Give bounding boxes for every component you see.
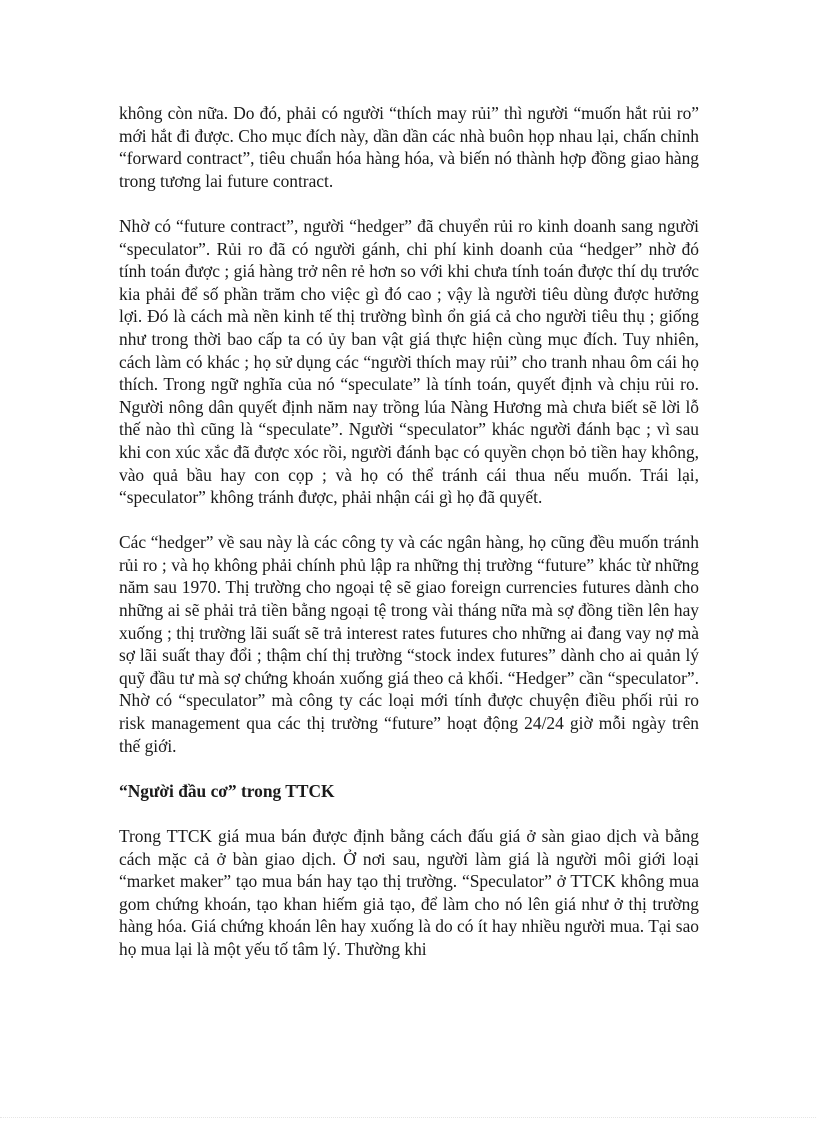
paragraph-forward-contract: không còn nữa. Do đó, phải có người “thích may rủi” thì người “muốn hắt rủi ro” mới hắt đi được. Cho mục đích này, dần dần các nhà buôn họp nhau lại, chấn chỉnh “forward contract”, tiêu chuẩn hóa hàng hóa, và biến nó thành hợp đồng giao hàng trong tương lai future contract. xyxy=(119,103,699,191)
page-bottom-divider xyxy=(0,1117,816,1118)
paragraph-ttck-pricing: Trong TTCK giá mua bán được định bằng cách đấu giá ở sàn giao dịch và bằng cách mặc cả ở bàn giao dịch. Ở nơi sau, người làm giá là người môi giới loại “market maker” tạo mua bán hay tạo thị trường. “Speculator” ở TTCK không mua gom chứng khoán, tạo khan hiếm giả tạo, để làm cho nó lên giá như ở thị trường hàng hóa. Giá chứng khoán lên hay xuống là do có ít hay nhiều người mua. Tại sao họ mua lại là một yếu tố tâm lý. Thường khi xyxy=(119,826,699,959)
paragraph-hedger-futures: Các “hedger” về sau này là các công ty và các ngân hàng, họ cũng đều muốn tránh rủi ro ; và họ không phải chính phủ lập ra những thị trường “future” khác từ những năm sau 1970. Thị trường cho ngoại tệ sẽ giao foreign currencies futures dành cho những ai sẽ phải trả tiền bằng ngoại tệ trong vài tháng nữa mà sợ đồng tiền lên hay xuống ; thị trường lãi suất sẽ trả interest rates futures cho những ai đang vay nợ mà sợ lãi suất thay đổi ; thậm chí thị trường “stock index futures” dành cho ai quản lý quỹ đầu tư mà sợ chứng khoán xuống giá theo cả khối. “Hedger” cần “speculator”. Nhờ có “speculator” mà công ty các loại mới tính được chuyện điều phối rủi ro risk management qua các thị trường “future” hoạt động 24/24 giờ mỗi ngày trên thế giới. xyxy=(119,532,699,756)
paragraph-future-contract: Nhờ có “future contract”, người “hedger” đã chuyển rủi ro kinh doanh sang người “speculator”. Rủi ro đã có người gánh, chi phí kinh doanh của “hedger” nhờ đó tính toán được ; giá hàng trở nên rẻ hơn so với khi chưa tính toán được thí dụ trước kia phải để số phần trăm cho việc gì đó cao ; vậy là người tiêu dùng được hưởng lợi. Đó là cách mà nền kinh tế thị trường bình ổn giá cả cho người tiêu thụ ; giống như trong thời bao cấp ta có ủy ban vật giá thực hiện cùng mục đích. Tuy nhiên, cách làm có khác ; họ sử dụng các “người thích may rủi” cho tranh nhau ôm cái họ thích. Trong ngữ nghĩa của nó “speculate” là tính toán, quyết định và chịu rủi ro. Người nông dân quyết định năm nay trồng lúa Nàng Hương mà chưa biết sẽ lời lỗ thế nào thì cũng là “speculate”. Người “speculator” khác người đánh bạc ; vì sau khi con xúc xắc đã được xóc rồi, người đánh bạc có quyền chọn bỏ tiền hay không, vào quả bầu hay con cọp ; và họ có thể tránh cái thua nếu muốn. Trái lại, “speculator” không tránh được, phải nhận cái gì họ đã quyết. xyxy=(119,215,699,508)
section-heading: “Người đầu cơ” trong TTCK xyxy=(119,780,335,801)
document-body xyxy=(119,102,699,983)
